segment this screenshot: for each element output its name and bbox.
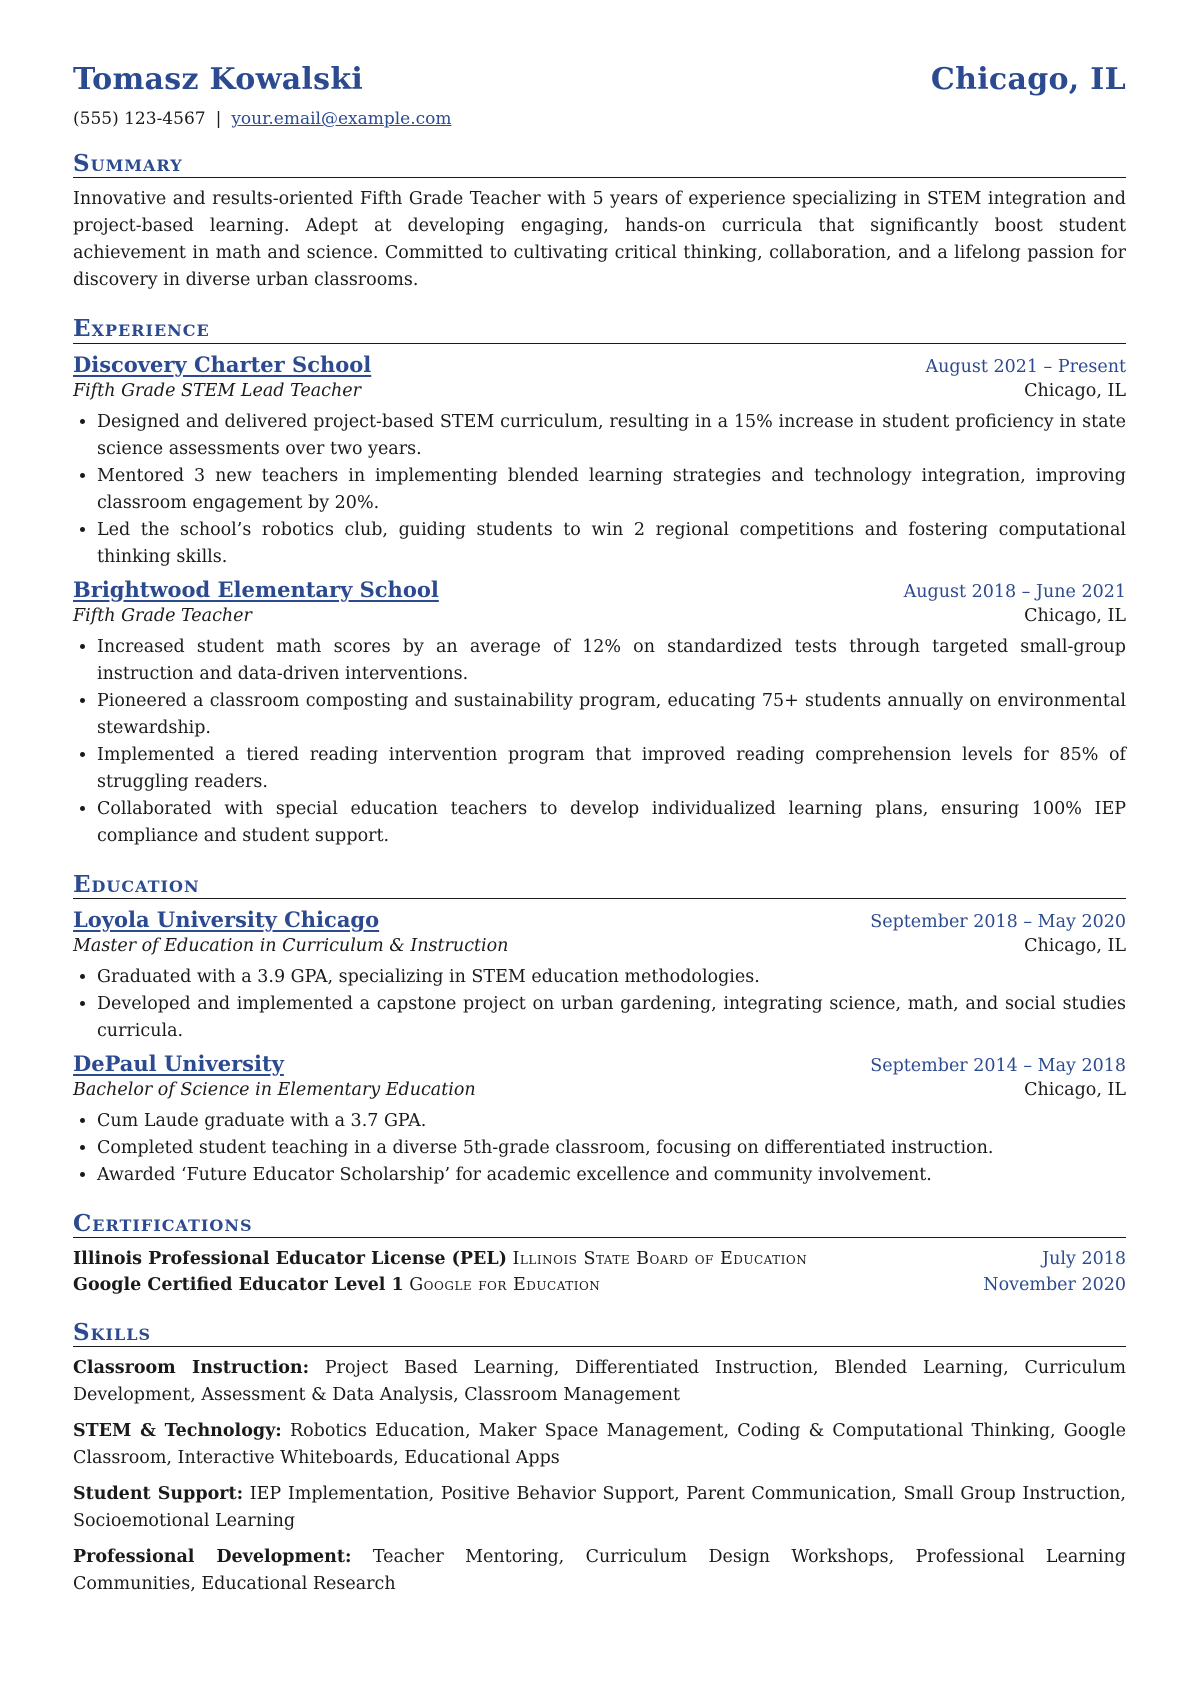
skill-items: Teacher Mentoring, Curriculum Design Workshops, Professional Learning Communities, Educational Research xyxy=(73,1547,1126,1595)
phone-number: (555) 123-4567 xyxy=(73,109,206,129)
entry-header xyxy=(73,1051,1126,1076)
entry-location: Chicago, IL xyxy=(1024,1079,1126,1100)
entry-dates: September 2014 – May 2018 xyxy=(870,1055,1126,1076)
entry-subheader xyxy=(73,936,1126,956)
email-link[interactable]: your.email@example.com xyxy=(231,109,452,129)
entry-location: Chicago, IL xyxy=(1024,380,1126,401)
certification-date: July 2018 xyxy=(1042,1249,1126,1270)
entry-role: Master of Education in Curriculum & Instruction xyxy=(73,935,509,956)
bullet-item: • Collaborated with special education teachers to develop individualized learning plans, ensuring 100% IEP compliance and student support. xyxy=(97,796,1126,850)
entry-header xyxy=(73,577,1126,602)
skill-category: Professional Development: xyxy=(73,1547,352,1568)
certification-row xyxy=(73,1272,1126,1298)
entry-role: Bachelor of Science in Elementary Education xyxy=(73,1079,476,1100)
certification-name: Google Certified Educator Level 1 xyxy=(73,1275,404,1296)
organization-link[interactable]: Brightwood Elementary School xyxy=(73,576,439,602)
bullet-item: • Increased student math scores by an average of 12% on standardized tests through targeted small-group instruction and data-driven interventions. xyxy=(97,634,1126,688)
entry-location: Chicago, IL xyxy=(1024,935,1126,956)
skill-items: Robotics Education, Maker Space Management, Coding & Computational Thinking, Google Classroom, Interactive Whiteboards, Educational Apps xyxy=(73,1421,1126,1469)
skill-group xyxy=(73,1355,1126,1409)
bullet-item: • Led the school’s robotics club, guiding students to win 2 regional competitions and fostering computational thinking skills. xyxy=(97,517,1126,571)
bullet-item: • Completed student teaching in a diverse 5th-grade classroom, focusing on differentiated instruction. xyxy=(97,1135,1126,1162)
bullet-item: • Mentored 3 new teachers in implementing blended learning strategies and technology integration, improving classroom engagement by 20%. xyxy=(97,463,1126,517)
bullet-list xyxy=(73,964,1126,1045)
skill-category: STEM & Technology: xyxy=(73,1421,282,1442)
contact-separator: | xyxy=(215,109,222,129)
certification-date: November 2020 xyxy=(983,1275,1126,1296)
resume-header xyxy=(73,62,1126,97)
skill-category: Student Support: xyxy=(73,1484,244,1505)
bullet-list xyxy=(73,1108,1126,1189)
certification-list xyxy=(73,1246,1126,1298)
section-title-summary: Summary xyxy=(73,151,1126,178)
education-list xyxy=(73,907,1126,1189)
bullet-item: • Developed and implemented a capstone project on urban gardening, integrating science, math, and social studies curricula. xyxy=(97,991,1126,1045)
certification-issuer: Illinois State Board of Education xyxy=(512,1249,808,1270)
entry-dates: August 2021 – Present xyxy=(925,356,1126,377)
entry-role: Fifth Grade Teacher xyxy=(73,605,252,626)
certification-info xyxy=(73,1272,600,1298)
entry-subheader xyxy=(73,1080,1126,1100)
entry-header xyxy=(73,352,1126,377)
certification-issuer: Google for Education xyxy=(409,1275,601,1296)
certification-row xyxy=(73,1246,1126,1272)
certification-name: Illinois Professional Educator License (PEL) xyxy=(73,1249,507,1270)
organization-link[interactable]: Discovery Charter School xyxy=(73,351,372,377)
organization-link[interactable]: DePaul University xyxy=(73,1050,284,1076)
bullet-item: • Cum Laude graduate with a 3.7 GPA. xyxy=(97,1108,1126,1135)
bullet-item: • Implemented a tiered reading intervention program that improved reading comprehension levels for 85% of struggling readers. xyxy=(97,742,1126,796)
bullet-item: • Pioneered a classroom composting and sustainability program, educating 75+ students annually on environmental stewardship. xyxy=(97,688,1126,742)
skill-group xyxy=(73,1544,1126,1598)
entry-dates: August 2018 – June 2021 xyxy=(903,581,1126,602)
skill-category: Classroom Instruction: xyxy=(73,1358,310,1379)
bullet-item: • Awarded ‘Future Educator Scholarship’ for academic excellence and community involvement. xyxy=(97,1162,1126,1189)
section-title-experience: Experience xyxy=(73,316,1126,343)
bullet-list xyxy=(73,634,1126,850)
skills-list xyxy=(73,1355,1126,1598)
entry-subheader xyxy=(73,606,1126,626)
summary-text: Innovative and results-oriented Fifth Grade Teacher with 5 years of experience specializing in STEM integration and project-based learning. Adept at developing engaging, hands-on curricula that significantly boost student achievement in math and science. Committed to cultivating critical thinking, collaboration, and a lifelong passion for discovery in diverse urban classrooms. xyxy=(73,189,1126,291)
bullet-item: • Graduated with a 3.9 GPA, specializing in STEM education methodologies. xyxy=(97,964,1126,991)
organization-link[interactable]: Loyola University Chicago xyxy=(73,906,380,932)
bullet-list xyxy=(73,409,1126,571)
skill-group xyxy=(73,1418,1126,1472)
bullet-item: • Designed and delivered project-based STEM curriculum, resulting in a 15% increase in student proficiency in state science assessments over two years. xyxy=(97,409,1126,463)
entry-subheader xyxy=(73,381,1126,401)
experience-list xyxy=(73,352,1126,850)
entry-location: Chicago, IL xyxy=(1024,605,1126,626)
candidate-location: Chicago, IL xyxy=(930,62,1126,97)
entry-header xyxy=(73,907,1126,932)
skill-group xyxy=(73,1481,1126,1535)
candidate-name: Tomasz Kowalski xyxy=(73,62,364,97)
contact-line xyxy=(73,109,1126,129)
section-title-education: Education xyxy=(73,872,1126,899)
section-title-certifications: Certifications xyxy=(73,1211,1126,1238)
skill-items: IEP Implementation, Positive Behavior Support, Parent Communication, Small Group Instruction, Socioemotional Learning xyxy=(73,1484,1126,1532)
section-title-skills: Skills xyxy=(73,1320,1126,1347)
certification-info xyxy=(73,1246,807,1272)
entry-role: Fifth Grade STEM Lead Teacher xyxy=(73,380,361,401)
skill-items: Project Based Learning, Differentiated Instruction, Blended Learning, Curriculum Development, Assessment & Data Analysis, Classroom Management xyxy=(73,1358,1126,1406)
entry-dates: September 2018 – May 2020 xyxy=(870,911,1126,932)
